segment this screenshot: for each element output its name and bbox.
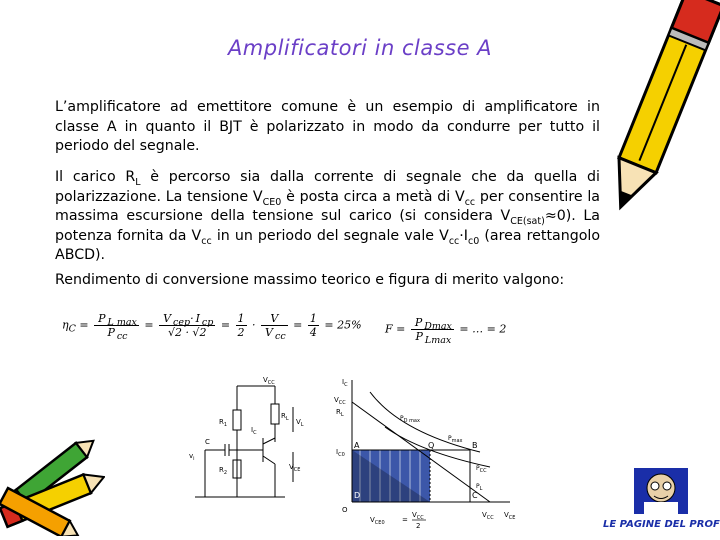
merit-formula: F = $\frac{P _{Dmax}}{P _{Lmax}}$ = … = 2: [385, 316, 507, 347]
pencil-top-right-icon: [600, 0, 720, 230]
svg-text:VCC: $V_{CC}$: [482, 511, 494, 521]
svg-text:IC0: $I_{C0}$: [336, 448, 345, 458]
pencils-bottom-left-icon: [0, 428, 105, 536]
svg-text:C: C: [205, 438, 210, 446]
amplifier-circuit-diagram: [185, 372, 320, 522]
professor-cartoon-icon: [632, 466, 690, 516]
svg-text:RL: $R_L$: [336, 408, 344, 418]
prof-logo: [632, 466, 690, 516]
svg-text:O: O: [342, 506, 348, 514]
svg-text:R1: $R_1$: [219, 418, 228, 428]
shaded-area: [352, 450, 430, 502]
svg-text:RL: $R_L$: [281, 412, 289, 422]
efficiency-formula: $\eta_C$ = $\frac{P _{L max}}{P _{cc}}$ = $\frac{V _{cep}\cdot I _{cp}}{√2 \cdot √2}$ = $\frac{1}{2}$ · $\frac{V}{V _{cc}}$ = $\frac{1}{4}$ = 25%: [62, 312, 362, 343]
paragraph-1: L’amplificatore ad emettitore comune è un esempio di amplificatore in classe A in quanto il BJT è polarizzato in modo da condurre per tutto il periodo del segnale.: [55, 99, 600, 154]
svg-text:PD max: $P_{D max}$: [400, 415, 420, 424]
svg-text:=: =: [402, 516, 408, 524]
svg-text:IC: $I_C$: [251, 426, 257, 436]
svg-text:VCC: $V_{CC}$: [412, 511, 424, 521]
svg-text:VCC: $V_{CC}$: [334, 396, 346, 406]
svg-text:VCC: $V_{CC}$: [263, 376, 275, 386]
svg-text:PL: $P_L$: [476, 483, 483, 492]
svg-text:IC: $I_C$: [342, 378, 348, 388]
paragraph-2: Il carico $R_L$ è percorso sia dalla corrente di segnale che da quella di polarizzazione. La tensione $V_{CE0}$ è posta circa a metà di $V_{cc}$ per consentire la massima escursione della tensione sul carico (si considera $V_{CE(sat)}\approx 0$). La potenza fornita da $V_{cc}$ in un periodo del segnale vale $V_{cc}\cdot I_{c0}$ (area rettangolo ABCD).: [55, 169, 601, 263]
svg-text:PCC: $P_{CC}$: [476, 465, 487, 474]
svg-text:VCE0: $V_{CE0}$: [370, 516, 385, 526]
paragraph-3: Rendimento di conversione massimo teorico e figura di merito valgono:: [55, 272, 565, 288]
svg-text:Q: Q: [428, 441, 435, 450]
svg-text:A: A: [354, 441, 360, 450]
svg-text:vi: $v_i$: [189, 452, 195, 462]
svg-text:VL: $V_L$: [296, 418, 304, 428]
svg-text:VCE: $V_{CE}$: [504, 511, 516, 521]
svg-text:Pmax: $P_{max}$: [448, 435, 463, 444]
logo-text: LE PAGINE DEL PROF: [603, 519, 720, 530]
load-line-graph: [330, 372, 525, 532]
svg-text:VCE: $V_{CE}$: [289, 463, 301, 473]
svg-text:D: D: [354, 491, 361, 500]
slide-title: Amplificatori in classe A: [227, 36, 493, 60]
svg-text:B: B: [472, 441, 478, 450]
svg-text:R2: $R_2$: [219, 466, 228, 476]
svg-text:2: 2: [416, 522, 421, 530]
svg-text:C: C: [472, 491, 478, 500]
